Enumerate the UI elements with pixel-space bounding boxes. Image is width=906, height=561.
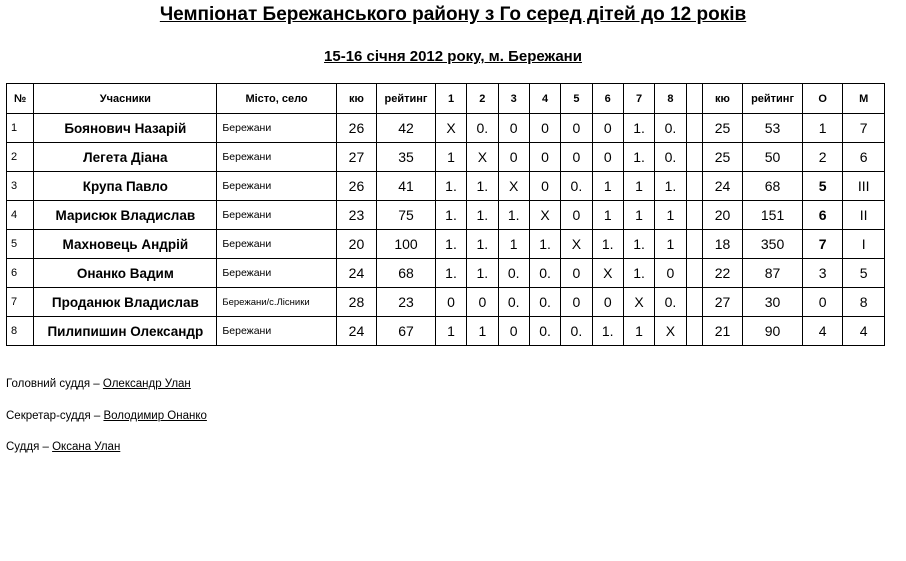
- participant-city: Бережани: [217, 230, 336, 259]
- column-header: 8: [655, 84, 686, 114]
- game-result-cell: 0: [592, 288, 623, 317]
- game-result-cell: 0.: [498, 259, 529, 288]
- place-cell: 5: [843, 259, 885, 288]
- game-result-cell: 1: [592, 172, 623, 201]
- points-cell: 3: [802, 259, 842, 288]
- secretary-judge-line: [6, 410, 207, 422]
- game-result-cell: 0: [561, 259, 592, 288]
- game-result-cell: 0: [561, 114, 592, 143]
- participant-name: Проданюк Владислав: [34, 288, 217, 317]
- column-header: 1: [435, 84, 466, 114]
- game-result-cell: 0: [592, 143, 623, 172]
- column-header: 4: [529, 84, 560, 114]
- participant-city: Бережани: [217, 143, 336, 172]
- game-result-cell: 1: [623, 201, 654, 230]
- points-cell: 5: [802, 172, 842, 201]
- subtitle-text: 15-16 січня 2012 року, м. Бережани: [324, 48, 582, 65]
- place-cell: 6: [843, 143, 885, 172]
- game-result-cell: 1.: [467, 201, 498, 230]
- spacer-cell: [686, 259, 702, 288]
- game-result-cell: 1.: [655, 172, 686, 201]
- participant-name: Легета Діана: [34, 143, 217, 172]
- game-result-cell: 1: [655, 201, 686, 230]
- points-cell: 1: [802, 114, 842, 143]
- game-result-cell: 0: [467, 288, 498, 317]
- participant-name: Крупа Павло: [34, 172, 217, 201]
- game-result-cell: 0.: [529, 317, 560, 346]
- table-row: [7, 317, 885, 346]
- game-result-cell: 0: [592, 114, 623, 143]
- kyu-cell: 27: [336, 143, 376, 172]
- game-result-cell: 0.: [529, 259, 560, 288]
- participant-city: Бережани: [217, 259, 336, 288]
- rating-after-cell: 50: [743, 143, 803, 172]
- column-header: О: [802, 84, 842, 114]
- game-result-cell: X: [467, 143, 498, 172]
- row-number: 7: [7, 288, 34, 317]
- kyu-after-cell: 24: [702, 172, 742, 201]
- kyu-after-cell: 25: [702, 114, 742, 143]
- game-result-cell: 1.: [498, 201, 529, 230]
- spacer-cell: [686, 172, 702, 201]
- game-result-cell: 0: [498, 143, 529, 172]
- column-header: 2: [467, 84, 498, 114]
- participant-name: Махновець Андрій: [34, 230, 217, 259]
- game-result-cell: 1: [655, 230, 686, 259]
- column-header: кю: [336, 84, 376, 114]
- game-result-cell: 0: [655, 259, 686, 288]
- game-result-cell: X: [561, 230, 592, 259]
- chief-judge-name: Олександр Улан: [102, 378, 191, 390]
- table-row: [7, 143, 885, 172]
- game-result-cell: 0: [498, 317, 529, 346]
- game-result-cell: 1.: [623, 230, 654, 259]
- points-cell: 7: [802, 230, 842, 259]
- column-header: рейтинг: [377, 84, 436, 114]
- row-number: 1: [7, 114, 34, 143]
- chief-judge-label: Головний суддя –: [6, 378, 103, 390]
- game-result-cell: X: [623, 288, 654, 317]
- game-result-cell: 0.: [655, 143, 686, 172]
- rating-cell: 23: [377, 288, 436, 317]
- game-result-cell: 1.: [467, 230, 498, 259]
- secretary-judge-name: Володимир Онанко: [103, 410, 207, 422]
- rating-cell: 100: [377, 230, 436, 259]
- game-result-cell: X: [655, 317, 686, 346]
- kyu-after-cell: 20: [702, 201, 742, 230]
- game-result-cell: 0.: [498, 288, 529, 317]
- kyu-cell: 26: [336, 172, 376, 201]
- participant-city: Бережани: [217, 172, 336, 201]
- game-result-cell: 1.: [467, 259, 498, 288]
- page-subtitle: [0, 48, 906, 65]
- rating-after-cell: 30: [743, 288, 803, 317]
- game-result-cell: 1.: [623, 114, 654, 143]
- row-number: 3: [7, 172, 34, 201]
- spacer-cell: [686, 143, 702, 172]
- game-result-cell: 1.: [592, 230, 623, 259]
- game-result-cell: 0: [498, 114, 529, 143]
- column-header: 5: [561, 84, 592, 114]
- rating-cell: 41: [377, 172, 436, 201]
- participant-city: Бережани: [217, 114, 336, 143]
- spacer-cell: [686, 230, 702, 259]
- place-cell: 4: [843, 317, 885, 346]
- rating-cell: 68: [377, 259, 436, 288]
- judge-label: Суддя –: [6, 441, 53, 453]
- participant-name: Боянович Назарій: [34, 114, 217, 143]
- column-header: М: [843, 84, 885, 114]
- spacer-cell: [686, 201, 702, 230]
- game-result-cell: 1.: [592, 317, 623, 346]
- game-result-cell: 1.: [623, 143, 654, 172]
- participant-city: Бережани: [217, 201, 336, 230]
- game-result-cell: 0.: [561, 317, 592, 346]
- game-result-cell: X: [435, 114, 466, 143]
- game-result-cell: 1: [623, 317, 654, 346]
- game-result-cell: 1.: [623, 259, 654, 288]
- rating-after-cell: 151: [743, 201, 803, 230]
- rating-after-cell: 68: [743, 172, 803, 201]
- game-result-cell: 0.: [655, 114, 686, 143]
- place-cell: 7: [843, 114, 885, 143]
- row-number: 2: [7, 143, 34, 172]
- column-header: 7: [623, 84, 654, 114]
- game-result-cell: 1.: [435, 172, 466, 201]
- column-header: Учасники: [34, 84, 217, 114]
- column-header: рейтинг: [743, 84, 803, 114]
- spacer-cell: [686, 317, 702, 346]
- rating-after-cell: 350: [743, 230, 803, 259]
- participant-name: Онанко Вадим: [34, 259, 217, 288]
- place-cell: I: [843, 230, 885, 259]
- judge-line: [6, 441, 120, 453]
- place-cell: III: [843, 172, 885, 201]
- column-header: Місто, село: [217, 84, 336, 114]
- game-result-cell: 1: [498, 230, 529, 259]
- rating-after-cell: 87: [743, 259, 803, 288]
- points-cell: 4: [802, 317, 842, 346]
- column-header: №: [7, 84, 34, 114]
- game-result-cell: 1.: [435, 230, 466, 259]
- row-number: 4: [7, 201, 34, 230]
- points-cell: 2: [802, 143, 842, 172]
- rating-after-cell: 90: [743, 317, 803, 346]
- game-result-cell: 1: [467, 317, 498, 346]
- game-result-cell: 0.: [655, 288, 686, 317]
- table-row: [7, 288, 885, 317]
- game-result-cell: 0: [529, 114, 560, 143]
- row-number: 6: [7, 259, 34, 288]
- kyu-after-cell: 25: [702, 143, 742, 172]
- kyu-cell: 20: [336, 230, 376, 259]
- title-text: Чемпіонат Бережанського району з Го серед дітей до 12 років: [159, 4, 747, 25]
- game-result-cell: 0: [561, 201, 592, 230]
- kyu-after-cell: 27: [702, 288, 742, 317]
- game-result-cell: 0: [529, 143, 560, 172]
- chief-judge-line: [6, 378, 191, 390]
- kyu-cell: 26: [336, 114, 376, 143]
- participant-city: Бережани: [217, 317, 336, 346]
- kyu-after-cell: 18: [702, 230, 742, 259]
- game-result-cell: 1.: [467, 172, 498, 201]
- column-header: 3: [498, 84, 529, 114]
- column-header: 6: [592, 84, 623, 114]
- kyu-after-cell: 21: [702, 317, 742, 346]
- spacer-cell: [686, 288, 702, 317]
- points-cell: 0: [802, 288, 842, 317]
- game-result-cell: X: [529, 201, 560, 230]
- kyu-cell: 24: [336, 259, 376, 288]
- place-cell: 8: [843, 288, 885, 317]
- game-result-cell: 0: [529, 172, 560, 201]
- participant-city: Бережани/с.Лісники: [217, 288, 336, 317]
- game-result-cell: X: [592, 259, 623, 288]
- table-body: [7, 114, 885, 346]
- game-result-cell: 1: [592, 201, 623, 230]
- game-result-cell: 1.: [435, 259, 466, 288]
- rating-after-cell: 53: [743, 114, 803, 143]
- rating-cell: 75: [377, 201, 436, 230]
- column-header: [686, 84, 702, 114]
- table-row: [7, 114, 885, 143]
- table-row: [7, 230, 885, 259]
- table-row: [7, 201, 885, 230]
- game-result-cell: 0: [561, 143, 592, 172]
- place-cell: II: [843, 201, 885, 230]
- game-result-cell: 0.: [561, 172, 592, 201]
- game-result-cell: 0.: [529, 288, 560, 317]
- rating-cell: 67: [377, 317, 436, 346]
- game-result-cell: 1: [435, 143, 466, 172]
- game-result-cell: 0.: [467, 114, 498, 143]
- game-result-cell: 0: [561, 288, 592, 317]
- spacer-cell: [686, 114, 702, 143]
- results-table: [6, 83, 885, 346]
- kyu-cell: 24: [336, 317, 376, 346]
- participant-name: Пилипишин Олександр: [34, 317, 217, 346]
- game-result-cell: 1: [435, 317, 466, 346]
- game-result-cell: 1.: [435, 201, 466, 230]
- row-number: 5: [7, 230, 34, 259]
- page-title: [0, 4, 906, 26]
- game-result-cell: 1.: [529, 230, 560, 259]
- row-number: 8: [7, 317, 34, 346]
- game-result-cell: 1: [623, 172, 654, 201]
- table-header-row: [7, 84, 885, 114]
- secretary-judge-label: Секретар-суддя –: [6, 410, 104, 422]
- participant-name: Марисюк Владислав: [34, 201, 217, 230]
- rating-cell: 35: [377, 143, 436, 172]
- points-cell: 6: [802, 201, 842, 230]
- kyu-cell: 28: [336, 288, 376, 317]
- column-header: кю: [702, 84, 742, 114]
- game-result-cell: X: [498, 172, 529, 201]
- rating-cell: 42: [377, 114, 436, 143]
- kyu-cell: 23: [336, 201, 376, 230]
- table-row: [7, 172, 885, 201]
- kyu-after-cell: 22: [702, 259, 742, 288]
- judge-name: Оксана Улан: [52, 441, 121, 453]
- game-result-cell: 0: [435, 288, 466, 317]
- table-row: [7, 259, 885, 288]
